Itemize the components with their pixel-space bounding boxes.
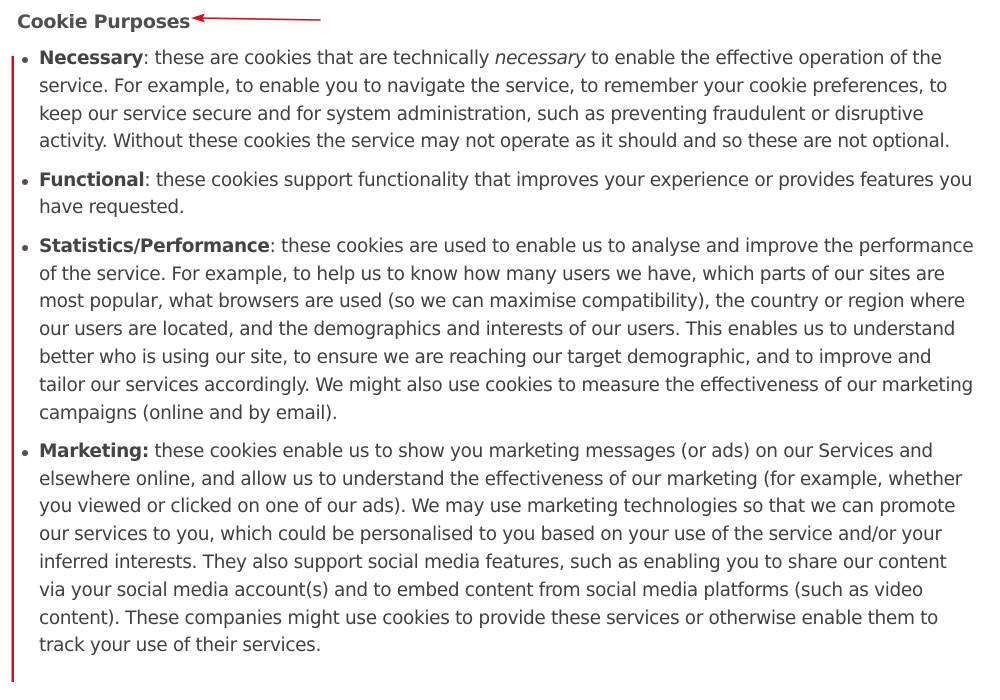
list-item-necessary [39,45,974,156]
description-text: these cookies enable us to show you marketing messages (or ads) on our Services and elsewhere online, and allow us to understand the effectiveness of our marketing (for example, whether you viewed or clicked on one of our ads). We may use marketing technologies so that we can promote our services to you, which could be personalised to you based on your use of the service and/or your inferred interests. They also support social media features, such as enabling you to share our content via your social media account(s) and to embed content from social media platforms (such as video content). These companies might use cookies to provide these services or otherwise enable them to track your use of their services. [39,440,962,657]
term-functional: Functional [39,169,145,191]
term-separator: : [269,235,282,257]
term-statistics-performance: Statistics/Performance [39,235,270,257]
term-necessary: Necessary [39,48,144,69]
page-title: Cookie Purposes [17,11,191,33]
cookie-purposes-list [0,45,974,671]
description-text: these cookies support functionality that improves your experience or provides features you have requested. [39,169,973,219]
list-item-statistics-performance [39,233,974,428]
description-text: these cookies are used to enable us to analyse and improve the performance of the service. For example, to help us to know how many users we have, which parts of our sites are most popular, what browsers are used (so we can maximise compatibility), the country or region where our users are located, and the demographics and interests of our users. This enables us to understand better who is using our site, to ensure we are reaching our target demographic, and to improve and tailor our services accordingly. We might also use cookies to measure the effectiveness of our marketing campaigns (online and by email). [39,235,974,424]
description-text: these are cookies that are technically [154,48,495,69]
term-separator: : [144,169,156,191]
term-separator: : [143,48,155,69]
list-item-marketing [39,438,974,660]
term-marketing: Marketing: [39,440,149,462]
red-arrow-annotation-icon [190,10,325,26]
emphasis-text: necessary [494,48,586,69]
description-text: to enable the effective operation of the service. For example, to enable you to navigate the service, to remember your cookie preferences, to keep our service secure and for system administration, such as preventing fraudulent or disruptive activity. Without these cookies the service may not operate as it should and so these are not optional. [39,48,950,153]
list-item-functional [39,167,974,223]
heading-row [17,9,190,35]
